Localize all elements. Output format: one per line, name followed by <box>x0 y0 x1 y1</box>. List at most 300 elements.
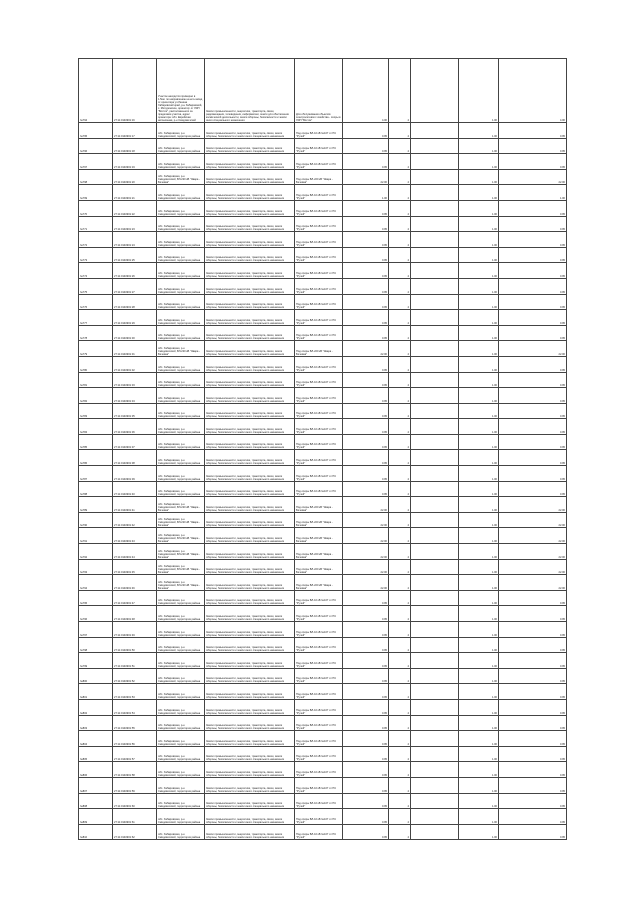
cell-code: 4 <box>389 200 411 216</box>
cell-total: 0.95 <box>499 684 567 700</box>
cell-land-category: Земли промышленности, энергетики, транспорта, связи, земли обороны, безопасности и земли иного специального назначения <box>205 699 295 715</box>
cell-number: №808 <box>79 793 113 809</box>
cell-total: 0.95 <box>499 762 567 778</box>
cell-number: №795 <box>79 123 113 139</box>
cell-coefficient: 1.00 <box>459 232 499 248</box>
table-row <box>79 185 567 201</box>
cell-location: обл. Хабаровская, р-н Смидовичский, территория района <box>157 356 205 372</box>
cell-location: обл. Хабаровская, р-н Смидовичский, территория района <box>157 699 205 715</box>
cell-code: 4 <box>389 559 411 575</box>
cell-number: №807 <box>79 777 113 793</box>
cell-total: 0.95 <box>499 200 567 216</box>
cell-area: 22.00 <box>343 341 389 357</box>
cell-location: обл. Хабаровская, р-н Смидовичский, территория района <box>157 123 205 139</box>
cell-cadastral-number: 27:11:0140901:21 <box>113 185 157 201</box>
cell-location: обл. Хабаровская, р-н Смидовичский, территория района <box>157 263 205 279</box>
cell-cadastral-number: 27:11:0140901:48 <box>113 606 157 622</box>
cell-total: 0.95 <box>499 123 567 139</box>
cell-location: обл. Хабаровская, р-н Смидовичский, территория района <box>157 637 205 653</box>
cell-area: 4.00 <box>343 59 389 123</box>
cell-cadastral-number: 27:11:0140901:50 <box>113 637 157 653</box>
table-row <box>79 481 567 497</box>
cell-number: №781 <box>79 372 113 388</box>
table-row <box>79 434 567 450</box>
cell-total: 22.00 <box>499 544 567 560</box>
cell-number: №797 <box>79 622 113 638</box>
cell-code: 4 <box>389 606 411 622</box>
cell-code: 4 <box>389 310 411 326</box>
cell-land-category: Земли промышленности, энергетики, транспорта, связи, земли обороны, безопасности и земли иного специального назначения <box>205 200 295 216</box>
table-row <box>79 590 567 606</box>
cell-code: 4 <box>389 154 411 170</box>
cell-cadastral-number: 27:11:0140901:27 <box>113 278 157 294</box>
cell-blank <box>411 123 459 139</box>
cell-cadastral-number: 27:11:0140901:45 <box>113 559 157 575</box>
cell-area: 0.95 <box>343 466 389 482</box>
cell-permitted-use: Под опоры ВЛ-220 кВ "Эвара - Бичевая" <box>295 544 343 560</box>
cell-area: 0.95 <box>343 232 389 248</box>
cell-area: 0.95 <box>343 403 389 419</box>
cell-code: 4 <box>389 497 411 513</box>
cell-total: 0.95 <box>499 263 567 279</box>
cell-land-category: Земли промышленности, энергетики, транспорта, связи, земли обороны, безопасности и земли иного специального назначения <box>205 777 295 793</box>
cell-coefficient: 1.00 <box>459 466 499 482</box>
cell-land-category: Земли промышленности, энергетики, транспорта, связи, земли обороны, безопасности и земли иного специального назначения <box>205 590 295 606</box>
cell-cadastral-number: 27:11:0140901:31 <box>113 341 157 357</box>
table-row <box>79 123 567 139</box>
cell-number: №798 <box>79 169 113 185</box>
cell-area: 0.95 <box>343 247 389 263</box>
cell-permitted-use: Под опоры ВЛ-10 кВ №107 от ПС "Ручей" <box>295 590 343 606</box>
table-row <box>79 232 567 248</box>
cell-code: 4 <box>389 419 411 435</box>
cell-coefficient: 1.00 <box>459 668 499 684</box>
table-row <box>79 746 567 762</box>
cell-coefficient: 1.00 <box>459 341 499 357</box>
cell-number: №795 <box>79 590 113 606</box>
cell-code: 4 <box>389 341 411 357</box>
cell-area: 0.95 <box>343 684 389 700</box>
cell-coefficient: 1.00 <box>459 123 499 139</box>
cell-total: 0.95 <box>499 699 567 715</box>
cell-blank <box>411 403 459 419</box>
cell-total: 0.95 <box>499 622 567 638</box>
cell-area: 0.95 <box>343 278 389 294</box>
cell-number: №779 <box>79 341 113 357</box>
cell-land-category: Земли промышленности, энергетики, транспорта, связи, земли обороны, безопасности и земли иного специального назначения <box>205 512 295 528</box>
table-row <box>79 824 567 840</box>
cell-blank <box>411 575 459 591</box>
cell-land-category: Земли промышленности, энергетики, транспорта, связи, земли обороны, безопасности и земли иного специального назначения <box>205 809 295 825</box>
table-row <box>79 466 567 482</box>
cell-permitted-use: Под опоры ВЛ-10 кВ №107 от ПС "Ручей" <box>295 653 343 669</box>
cell-location: обл. Хабаровская, р-н Смидовичский, территория района <box>157 138 205 154</box>
cell-code: 4 <box>389 793 411 809</box>
cell-coefficient: 1.00 <box>459 762 499 778</box>
cell-area: 0.95 <box>343 294 389 310</box>
cell-blank <box>411 512 459 528</box>
cell-code: 4 <box>389 294 411 310</box>
table-row <box>79 622 567 638</box>
cell-area: 0.95 <box>343 388 389 404</box>
cell-code: 4 <box>389 731 411 747</box>
cell-permitted-use: Под опоры ВЛ-10 кВ №107 от ПС "Ручей" <box>295 310 343 326</box>
cell-land-category: Земли промышленности, энергетики, транспорта, связи, земли обороны, безопасности и земли иного специального назначения <box>205 731 295 747</box>
cell-location: обл. Хабаровская, р-н Смидовичский, ВЛ-220 кВ "Эвара - Бичевая" <box>157 544 205 560</box>
table-row <box>79 263 567 279</box>
table-row <box>79 372 567 388</box>
cell-blank <box>411 809 459 825</box>
table-row <box>79 325 567 341</box>
cell-cadastral-number: 27:11:0140901:56 <box>113 731 157 747</box>
cell-coefficient: 1.00 <box>459 793 499 809</box>
cell-code: 4 <box>389 715 411 731</box>
cell-number: №799 <box>79 653 113 669</box>
cell-permitted-use: Под опоры ВЛ-220 кВ "Эвара - Бичевая" <box>295 559 343 575</box>
cell-blank <box>411 278 459 294</box>
cell-code: 4 <box>389 247 411 263</box>
cell-cadastral-number: 27:11:0140901:26 <box>113 263 157 279</box>
cell-location: обл. Хабаровская, р-н Смидовичский, территория района <box>157 450 205 466</box>
cell-number: №794 <box>79 59 113 123</box>
cell-area: 0.95 <box>343 138 389 154</box>
cell-land-category: Земли промышленности, энергетики, транспорта, связи, земли обороны, безопасности и земли иного специального назначения <box>205 762 295 778</box>
table-row <box>79 715 567 731</box>
cell-permitted-use: Под опоры ВЛ-10 кВ №107 от ПС "Ручей" <box>295 388 343 404</box>
cell-coefficient: 1.00 <box>459 575 499 591</box>
cell-permitted-use: Под опоры ВЛ-10 кВ №107 от ПС "Ручей" <box>295 263 343 279</box>
cell-area: 22.00 <box>343 169 389 185</box>
cell-location: обл. Хабаровская, р-н Смидовичский, территория района <box>157 777 205 793</box>
cell-coefficient: 1.00 <box>459 388 499 404</box>
cell-coefficient: 1.00 <box>459 544 499 560</box>
cell-cadastral-number: 27:11:0140901:60 <box>113 793 157 809</box>
cell-permitted-use: Под опоры ВЛ-10 кВ №107 от ПС "Ручей" <box>295 200 343 216</box>
cell-land-category: Земли промышленности, энергетики, транспорта, связи, земли обороны, безопасности и земли иного специального назначения <box>205 715 295 731</box>
table-row <box>79 809 567 825</box>
cell-coefficient: 1.00 <box>459 154 499 170</box>
cell-blank <box>411 559 459 575</box>
cell-area: 0.95 <box>343 434 389 450</box>
cell-total: 0.95 <box>499 372 567 388</box>
cell-permitted-use: Под опоры ВЛ-10 кВ №107 от ПС "Ручей" <box>295 637 343 653</box>
cell-number: №778 <box>79 325 113 341</box>
cell-number: №780 <box>79 356 113 372</box>
cell-total: 0.95 <box>499 809 567 825</box>
cell-location: обл. Хабаровская, р-н Смидовичский, территория района <box>157 247 205 263</box>
cell-coefficient: 1.00 <box>459 356 499 372</box>
cell-area: 0.95 <box>343 653 389 669</box>
cell-number: №783 <box>79 403 113 419</box>
cell-coefficient: 1.00 <box>459 294 499 310</box>
cell-cadastral-number: 27:11:0140901:38 <box>113 450 157 466</box>
cell-total: 4.00 <box>499 59 567 123</box>
cell-blank <box>411 715 459 731</box>
cell-blank <box>411 263 459 279</box>
cell-land-category: Земли промышленности, энергетики, транспорта, связи, земли обороны, безопасности и земли иного специального назначения <box>205 216 295 232</box>
table-row <box>79 341 567 357</box>
cell-coefficient: 1.00 <box>459 824 499 840</box>
cell-coefficient: 1.00 <box>459 715 499 731</box>
cell-location: обл. Хабаровская, р-н Смидовичский, территория района <box>157 294 205 310</box>
cell-cadastral-number: 27:11:0140901:54 <box>113 699 157 715</box>
cell-total: 0.95 <box>499 450 567 466</box>
cell-area: 0.95 <box>343 777 389 793</box>
cell-blank <box>411 356 459 372</box>
cell-number: №774 <box>79 263 113 279</box>
cell-location: обл. Хабаровская, р-н Смидовичский, ВЛ-220 кВ "Эвара - Бичевая" <box>157 512 205 528</box>
cell-blank <box>411 637 459 653</box>
table-row <box>79 793 567 809</box>
cell-area: 0.95 <box>343 731 389 747</box>
cell-cadastral-number: 27:11:0140901:39 <box>113 466 157 482</box>
table-row <box>79 138 567 154</box>
cell-cadastral-number: 27:11:0140901:37 <box>113 434 157 450</box>
cell-number: №806 <box>79 762 113 778</box>
cell-land-category: Земли промышленности, энергетики, транспорта, связи, земли обороны, безопасности и земли иного специального назначения <box>205 310 295 326</box>
cell-code: 4 <box>389 123 411 139</box>
cell-cadastral-number: 27:11:0140901:33 <box>113 372 157 388</box>
cell-land-category: Земли промышленности, энергетики, транспорта, связи, земли обороны, безопасности и земли иного специального назначения <box>205 325 295 341</box>
cell-permitted-use: Под опоры ВЛ-10 кВ №107 от ПС "Ручей" <box>295 185 343 201</box>
cell-permitted-use: Под опоры ВЛ-220 кВ "Эвара - Бичевая" <box>295 512 343 528</box>
cell-total: 22.00 <box>499 497 567 513</box>
cell-number: №775 <box>79 278 113 294</box>
cell-area: 0.95 <box>343 419 389 435</box>
table-row <box>79 216 567 232</box>
cell-permitted-use: Под опоры ВЛ-10 кВ №107 от ПС "Ручей" <box>295 278 343 294</box>
cell-total: 0.95 <box>499 824 567 840</box>
cell-total: 0.95 <box>499 668 567 684</box>
cell-coefficient: 1.00 <box>459 653 499 669</box>
cell-cadastral-number: 27:11:0140901:46 <box>113 575 157 591</box>
cell-location: обл. Хабаровская, р-н Смидовичский, территория района <box>157 154 205 170</box>
cell-cadastral-number: 27:11:0140901:55 <box>113 715 157 731</box>
cell-area: 0.95 <box>343 699 389 715</box>
cell-coefficient: 1.00 <box>459 699 499 715</box>
cell-blank <box>411 294 459 310</box>
cell-permitted-use: Под опоры ВЛ-10 кВ №107 от ПС "Ручей" <box>295 403 343 419</box>
cell-cadastral-number: 27:11:0140901:24 <box>113 232 157 248</box>
cell-code: 4 <box>389 777 411 793</box>
cell-code: 4 <box>389 216 411 232</box>
cell-area: 0.95 <box>343 154 389 170</box>
cell-coefficient: 1.00 <box>459 481 499 497</box>
cell-total: 0.95 <box>499 216 567 232</box>
table-row <box>79 247 567 263</box>
cell-land-category: Земли промышленности, энергетики, транспорта, связи, земли обороны, безопасности и земли иного специального назначения <box>205 388 295 404</box>
cell-number: №810 <box>79 824 113 840</box>
table-row <box>79 450 567 466</box>
cell-permitted-use: Под опоры ВЛ-10 кВ №107 от ПС "Ручей" <box>295 684 343 700</box>
cell-code: 4 <box>389 372 411 388</box>
cell-location: обл. Хабаровская, р-н Смидовичский, территория района <box>157 466 205 482</box>
cell-cadastral-number: 27:11:0140901:30 <box>113 325 157 341</box>
cell-total: 0.95 <box>499 606 567 622</box>
cell-permitted-use: Под опоры ВЛ-10 кВ №107 от ПС "Ручей" <box>295 372 343 388</box>
cell-location: обл. Хабаровская, р-н Смидовичский, территория района <box>157 809 205 825</box>
cell-number: №791 <box>79 528 113 544</box>
cell-location: обл. Хабаровская, р-н Смидовичский, территория района <box>157 200 205 216</box>
cell-land-category: Земли промышленности, энергетики, транспорта, связи, земли обороны, безопасности и земли иного специального назначения <box>205 466 295 482</box>
cell-permitted-use: Под опоры ВЛ-10 кВ №107 от ПС "Ручей" <box>295 762 343 778</box>
cell-cadastral-number: 27:11:0140901:53 <box>113 684 157 700</box>
cell-permitted-use: Под опоры ВЛ-10 кВ №107 от ПС "Ручей" <box>295 154 343 170</box>
cell-total: 22.00 <box>499 169 567 185</box>
cell-cadastral-number: 27:11:0140901:16 <box>113 59 157 123</box>
cell-permitted-use: Под опоры ВЛ-10 кВ №107 от ПС "Ручей" <box>295 731 343 747</box>
cell-coefficient: 1.00 <box>459 590 499 606</box>
cell-land-category: Земли промышленности, энергетики, транспорта, связи, земли обороны, безопасности и земли иного специального назначения <box>205 481 295 497</box>
cell-total: 0.95 <box>499 403 567 419</box>
cell-number: №771 <box>79 216 113 232</box>
cell-permitted-use: Под опоры ВЛ-10 кВ №107 от ПС "Ручей" <box>295 356 343 372</box>
cell-permitted-use: Под опоры ВЛ-10 кВ №107 от ПС "Ручей" <box>295 419 343 435</box>
cell-area: 0.95 <box>343 668 389 684</box>
cell-land-category: Земли промышленности, энергетики, транспорта, связи, земли обороны, безопасности и земли иного специального назначения <box>205 263 295 279</box>
cell-coefficient: 1.00 <box>459 138 499 154</box>
cell-coefficient: 1.00 <box>459 777 499 793</box>
cell-number: №790 <box>79 512 113 528</box>
table-row <box>79 606 567 622</box>
cell-blank <box>411 325 459 341</box>
cell-location: обл. Хабаровская, р-н Смидовичский, территория района <box>157 216 205 232</box>
land-plot-table-sheet <box>78 58 566 840</box>
cell-land-category: Земли промышленности, энергетики, транспорта, связи, земли обороны, безопасности и земли иного специального назначения <box>205 356 295 372</box>
cell-blank <box>411 497 459 513</box>
cell-location: обл. Хабаровская, р-н Смидовичский, ВЛ-220 кВ "Эвара - Бичевая" <box>157 169 205 185</box>
cell-blank <box>411 388 459 404</box>
cell-code: 4 <box>389 512 411 528</box>
cell-area: 0.95 <box>343 637 389 653</box>
cell-land-category: Земли промышленности, энергетики, транспорта, связи, земли обороны, безопасности и земли иного специального назначения <box>205 123 295 139</box>
cell-location: обл. Хабаровская, р-н Смидовичский, ВЛ-220 кВ "Эвара - Бичевая" <box>157 497 205 513</box>
land-plot-table <box>78 58 567 840</box>
cell-total: 0.95 <box>499 793 567 809</box>
cell-land-category: Земли промышленности, энергетики, транспорта, связи, земли обороны, безопасности и земли иного специального назначения <box>205 684 295 700</box>
cell-coefficient: 1.00 <box>459 731 499 747</box>
cell-blank <box>411 606 459 622</box>
cell-blank <box>411 216 459 232</box>
cell-coefficient: 1.00 <box>459 497 499 513</box>
cell-area: 0.95 <box>343 450 389 466</box>
cell-blank <box>411 731 459 747</box>
cell-location: обл. Хабаровская, р-н Смидовичский, территория района <box>157 434 205 450</box>
cell-cadastral-number: 27:11:0140901:59 <box>113 777 157 793</box>
cell-area: 0.95 <box>343 123 389 139</box>
cell-code: 4 <box>389 622 411 638</box>
cell-coefficient: 1.00 <box>459 185 499 201</box>
cell-location: обл. Хабаровская, р-н Смидовичский, территория района <box>157 606 205 622</box>
cell-blank <box>411 232 459 248</box>
cell-number: №770 <box>79 200 113 216</box>
cell-land-category: Земли промышленности, энергетики, транспорта, связи, земли обороны, безопасности и земли иного специального назначения <box>205 637 295 653</box>
cell-cadastral-number: 27:11:0140901:52 <box>113 668 157 684</box>
cell-permitted-use: Под опоры ВЛ-10 кВ №107 от ПС "Ручей" <box>295 622 343 638</box>
cell-area: 0.95 <box>343 746 389 762</box>
cell-permitted-use: Под опоры ВЛ-10 кВ №107 от ПС "Ручей" <box>295 777 343 793</box>
cell-coefficient: 1.00 <box>459 637 499 653</box>
table-row <box>79 699 567 715</box>
cell-total: 0.95 <box>499 247 567 263</box>
table-row <box>79 559 567 575</box>
cell-coefficient: 1.00 <box>459 606 499 622</box>
cell-permitted-use: Под опоры ВЛ-220 кВ "Эвара - Бичевая" <box>295 497 343 513</box>
cell-permitted-use: Под опоры ВЛ-220 кВ "Эвара - Бичевая" <box>295 575 343 591</box>
table-row <box>79 388 567 404</box>
cell-area: 22.00 <box>343 512 389 528</box>
cell-coefficient: 1.00 <box>459 528 499 544</box>
cell-blank <box>411 138 459 154</box>
cell-land-category: Земли промышленности, энергетики, транспорта, связи, земли обороны, безопасности и земли иного специального назначения <box>205 824 295 840</box>
cell-cadastral-number: 27:11:0140901:49 <box>113 622 157 638</box>
cell-code: 4 <box>389 544 411 560</box>
cell-code: 4 <box>389 528 411 544</box>
cell-land-category: Земли промышленности, энергетики, транспорта, связи, земли обороны, безопасности и земли иного специального назначения <box>205 169 295 185</box>
cell-location: обл. Хабаровская, р-н Смидовичский, территория района <box>157 668 205 684</box>
table-row <box>79 653 567 669</box>
cell-total: 0.95 <box>499 746 567 762</box>
cell-land-category: Земли промышленности, энергетики, транспорта, связи, земли обороны, безопасности и земли иного специального назначения <box>205 622 295 638</box>
cell-location: обл. Хабаровская, р-н Смидовичский, территория района <box>157 388 205 404</box>
cell-blank <box>411 762 459 778</box>
cell-coefficient: 1.00 <box>459 434 499 450</box>
cell-cadastral-number: 27:11:0140901:18 <box>113 138 157 154</box>
cell-code: 4 <box>389 590 411 606</box>
cell-land-category: Земли промышленности, энергетики, транспорта, связи, земли обороны, безопасности и земли иного специального назначения <box>205 528 295 544</box>
cell-number: №797 <box>79 154 113 170</box>
cell-number: №796 <box>79 606 113 622</box>
table-row <box>79 528 567 544</box>
cell-blank <box>411 622 459 638</box>
cell-area: 0.95 <box>343 715 389 731</box>
cell-number: №772 <box>79 232 113 248</box>
cell-area: 0.95 <box>343 622 389 638</box>
cell-cadastral-number: 27:11:0140901:19 <box>113 154 157 170</box>
cell-area: 0.95 <box>343 200 389 216</box>
cell-code: 4 <box>389 746 411 762</box>
cell-land-category: Земли промышленности, энергетики, транспорта, связи, земли обороны, безопасности и земли иного специального назначения <box>205 138 295 154</box>
cell-location: обл. Хабаровская, р-н Смидовичский, территория района <box>157 278 205 294</box>
cell-blank <box>411 247 459 263</box>
cell-permitted-use: Под опоры ВЛ-10 кВ №107 от ПС "Ручей" <box>295 294 343 310</box>
cell-number: №777 <box>79 310 113 326</box>
cell-land-category: Земли промышленности, энергетики, транспорта, связи, земли обороны, безопасности и земли иного специального назначения <box>205 653 295 669</box>
cell-coefficient: 1.00 <box>459 310 499 326</box>
cell-code: 4 <box>389 59 411 123</box>
cell-code: 4 <box>389 637 411 653</box>
cell-number: №773 <box>79 247 113 263</box>
cell-land-category: Земли промышленности, энергетики, транспорта, связи, земли обороны, безопасности и земли иного специального назначения <box>205 434 295 450</box>
cell-code: 4 <box>389 481 411 497</box>
cell-area: 0.95 <box>343 606 389 622</box>
cell-code: 4 <box>389 809 411 825</box>
cell-blank <box>411 653 459 669</box>
cell-land-category: Земли промышленности, энергетики, транспорта, связи, земли обороны, безопасности и земли иного специального назначения <box>205 606 295 622</box>
cell-number: №776 <box>79 294 113 310</box>
cell-area: 0.95 <box>343 793 389 809</box>
cell-location: обл. Хабаровская, р-н Смидовичский, территория района <box>157 185 205 201</box>
cell-location: обл. Хабаровская, р-н Смидовичский, ВЛ-220 кВ "Эвара - Бичевая" <box>157 559 205 575</box>
cell-total: 0.95 <box>499 232 567 248</box>
cell-total: 0.95 <box>499 278 567 294</box>
cell-blank <box>411 310 459 326</box>
cell-blank <box>411 59 459 123</box>
cell-code: 4 <box>389 325 411 341</box>
cell-coefficient: 1.00 <box>459 216 499 232</box>
cell-coefficient: 1.00 <box>459 169 499 185</box>
table-row <box>79 403 567 419</box>
